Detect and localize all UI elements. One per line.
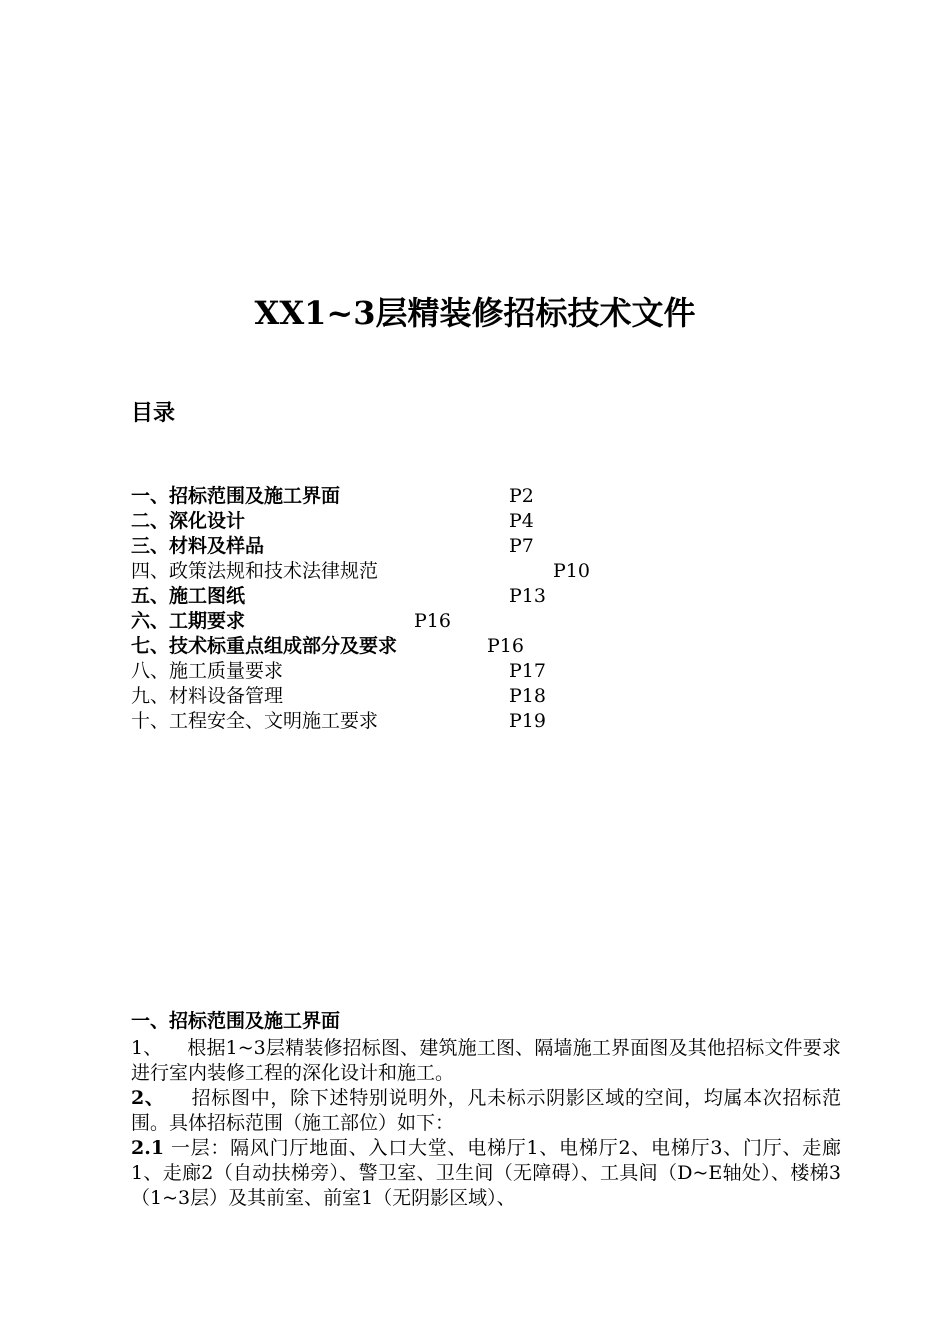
toc-item-label: 五、施工图纸 bbox=[131, 585, 246, 607]
toc-item-page: P2 bbox=[509, 485, 534, 507]
toc-heading: 目录 bbox=[131, 400, 176, 426]
toc-item-page: P18 bbox=[509, 685, 546, 707]
table-of-contents bbox=[131, 484, 651, 734]
toc-item-label: 十、工程安全、文明施工要求 bbox=[131, 710, 379, 732]
toc-item[interactable] bbox=[131, 659, 651, 684]
toc-item-label: 三、材料及样品 bbox=[131, 535, 265, 557]
paragraph-text: 根据1~3层精装修招标图、建筑施工图、隔墙施工界面图及其他招标文件要求进行室内装修工程的深化设计和施工。 bbox=[131, 1037, 841, 1084]
toc-item-label: 四、政策法规和技术法律规范 bbox=[131, 560, 379, 582]
paragraph-2 bbox=[131, 1086, 841, 1136]
toc-item[interactable] bbox=[131, 559, 651, 584]
toc-item-page: P16 bbox=[414, 610, 451, 632]
paragraph-1 bbox=[131, 1036, 841, 1086]
toc-item-page: P13 bbox=[509, 585, 546, 607]
toc-item[interactable] bbox=[131, 684, 651, 709]
toc-item-page: P17 bbox=[509, 660, 546, 682]
toc-item[interactable] bbox=[131, 709, 651, 734]
toc-item-label: 一、招标范围及施工界面 bbox=[131, 485, 341, 507]
toc-item-label: 八、施工质量要求 bbox=[131, 660, 284, 682]
paragraph-3 bbox=[131, 1136, 841, 1211]
toc-item[interactable] bbox=[131, 509, 651, 534]
section-heading: 一、招标范围及施工界面 bbox=[131, 1010, 341, 1032]
toc-item-page: P10 bbox=[553, 560, 590, 582]
toc-item-page: P4 bbox=[509, 510, 534, 532]
toc-item-label: 九、材料设备管理 bbox=[131, 685, 284, 707]
toc-item[interactable] bbox=[131, 634, 651, 659]
toc-item-page: P7 bbox=[509, 535, 534, 557]
paragraph-number: 1、 bbox=[131, 1037, 163, 1059]
paragraph-number: 2.1 bbox=[131, 1137, 165, 1159]
toc-item[interactable] bbox=[131, 484, 651, 509]
paragraph-text: 一层：隔风门厅地面、入口大堂、电梯厅1、电梯厅2、电梯厅3、门厅、走廊1、走廊2（自动扶梯旁）、警卫室、卫生间（无障碍）、工具间（D~E轴处）、楼梯3（1~3层）及其前室、前室1（无阴影区域）、 bbox=[131, 1137, 841, 1209]
toc-item[interactable] bbox=[131, 534, 651, 559]
toc-item[interactable] bbox=[131, 584, 651, 609]
document-title: XX1~3层精装修招标技术文件 bbox=[254, 294, 696, 332]
toc-item-page: P16 bbox=[487, 635, 524, 657]
section-scope bbox=[131, 1006, 841, 1211]
paragraph-number: 2、 bbox=[131, 1087, 165, 1109]
toc-item[interactable] bbox=[131, 609, 651, 634]
toc-item-label: 七、技术标重点组成部分及要求 bbox=[131, 635, 398, 657]
paragraph-text: 招标图中，除下述特别说明外，凡未标示阴影区域的空间，均属本次招标范围。具体招标范围（施工部位）如下： bbox=[131, 1087, 841, 1134]
toc-item-label: 六、工期要求 bbox=[131, 610, 246, 632]
toc-item-label: 二、深化设计 bbox=[131, 510, 246, 532]
toc-item-page: P19 bbox=[509, 710, 546, 732]
